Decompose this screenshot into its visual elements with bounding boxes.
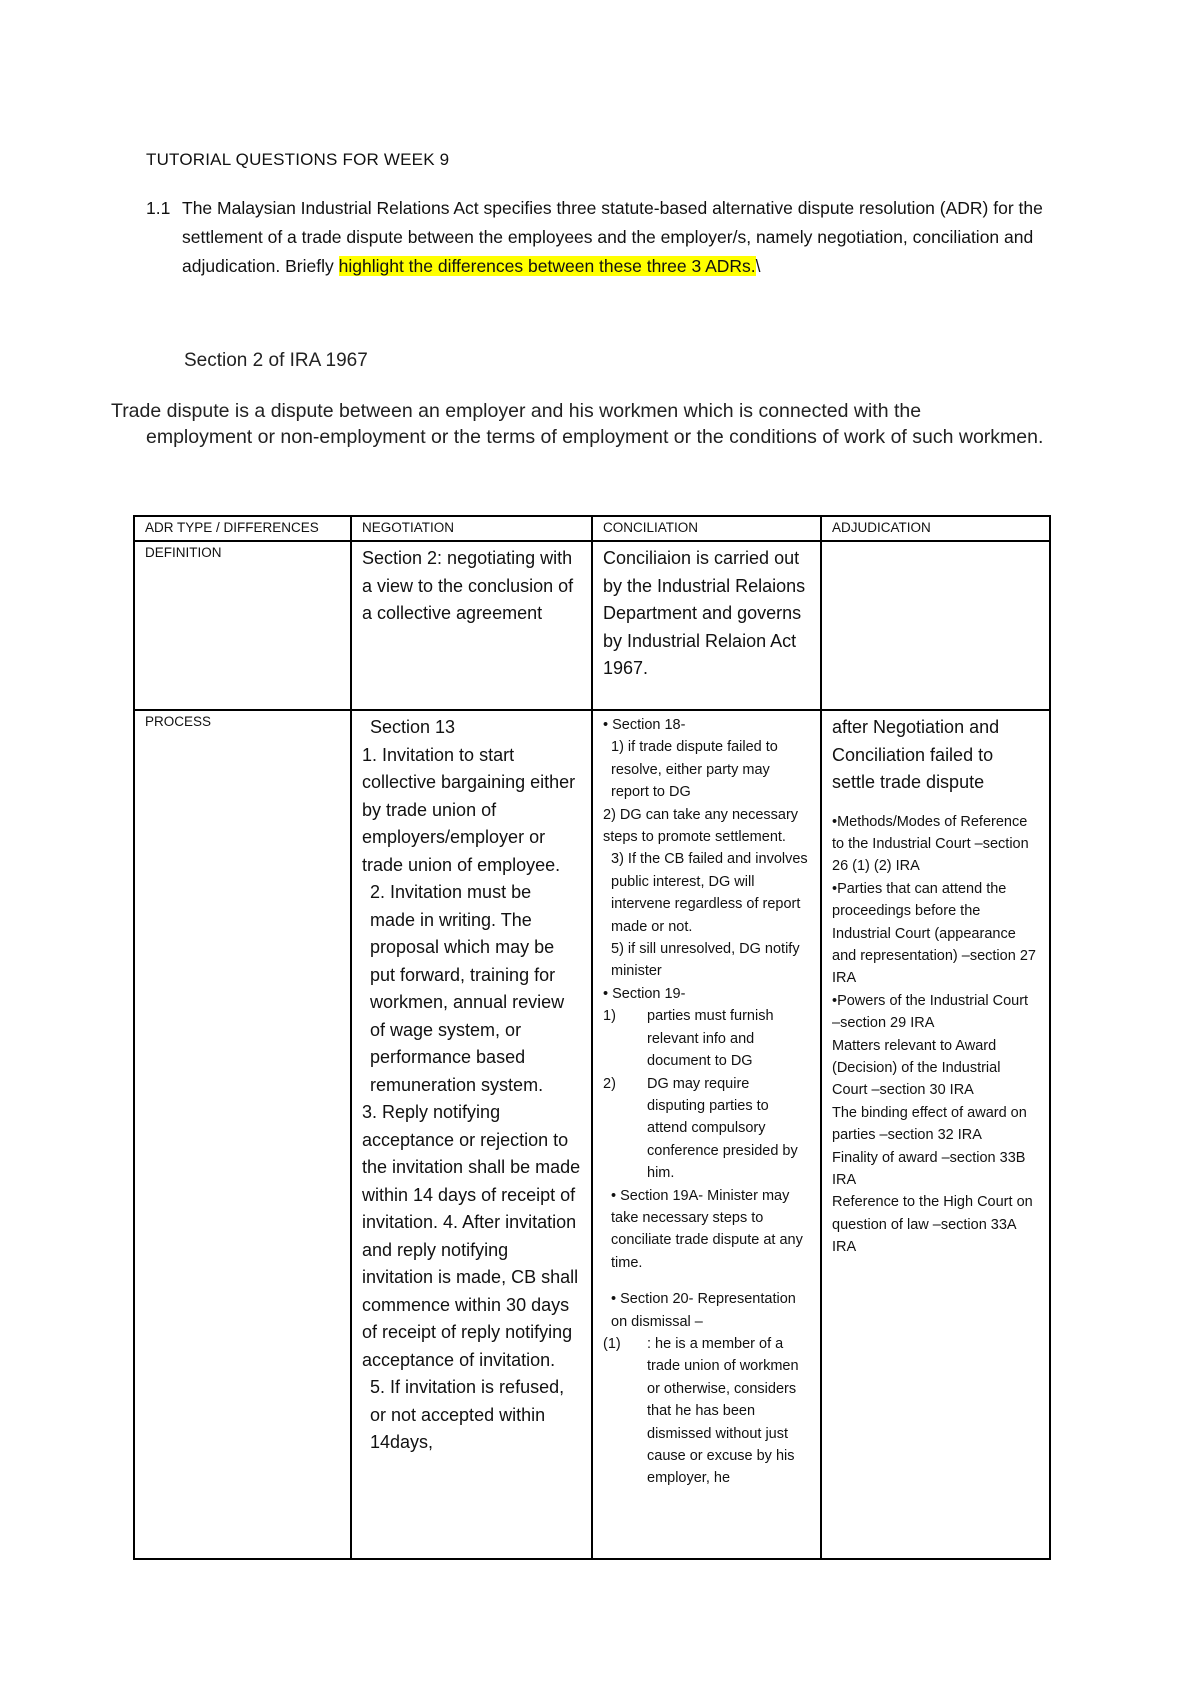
adjudication-item-2: •Parties that can attend the proceedings before the Industrial Court (appearance and representation) –section 27 IRA bbox=[832, 880, 1036, 987]
spacer bbox=[603, 1274, 810, 1288]
trade-dispute-rest: employment or non-employment or the terms of employment or the conditions of work of such workmen. bbox=[146, 426, 1044, 448]
row-label-process: PROCESS bbox=[134, 710, 351, 1559]
section-title: Section 2 of IRA 1967 bbox=[184, 350, 368, 371]
adjudication-item-3: •Powers of the Industrial Court –section 29 IRA bbox=[832, 992, 1029, 1032]
conciliation-18-item-2: 2) DG can take any necessary steps to promote settlement. bbox=[603, 806, 799, 846]
conciliation-19-item-1 bbox=[603, 1005, 810, 1072]
question-text-plain: The Malaysian Industrial Relations Act specifies three statute-based alternative dispute resolution (ADR) for the settlement of a trade dispute between the employees and the employer/s, namely negotiation, conciliation and adjudication. Briefly bbox=[182, 198, 1043, 276]
process-conciliation bbox=[592, 710, 821, 1559]
adjudication-item-5: The binding effect of award on parties –section 32 IRA bbox=[832, 1104, 1027, 1144]
negotiation-section-13: Section 13 bbox=[370, 717, 456, 737]
header-adr-type: ADR TYPE / DIFFERENCES bbox=[134, 516, 351, 541]
question-number: 1.1 bbox=[146, 198, 171, 218]
definition-negotiation: Section 2: negotiating with a view to the conclusion of a collective agreement bbox=[351, 541, 592, 710]
trade-dispute-first-line: Trade dispute is a dispute between an employer and his workmen which is connected with the bbox=[111, 400, 922, 422]
negotiation-step-5: 5. If invitation is refused, or not accepted within 14days, bbox=[370, 1377, 565, 1452]
header-adjudication: ADJUDICATION bbox=[821, 516, 1050, 541]
conciliation-18-item-3: 3) If the CB failed and involves public interest, DG will intervene regardless of report made or not. bbox=[611, 851, 808, 935]
conciliation-20-item-1-num: (1) bbox=[603, 1335, 621, 1352]
conciliation-19-item-2-num: 2) bbox=[603, 1075, 616, 1092]
header-negotiation: NEGOTIATION bbox=[351, 516, 592, 541]
conciliation-section-18: • Section 18- bbox=[603, 717, 686, 733]
conciliation-18-item-5: 5) if sill unresolved, DG notify minister bbox=[611, 941, 800, 980]
conciliation-section-19a: • Section 19A- Minister may take necessary steps to conciliate trade dispute at any time. bbox=[611, 1187, 803, 1271]
adjudication-intro: after Negotiation and Conciliation failed to settle trade dispute bbox=[832, 717, 1000, 792]
table-row-process bbox=[134, 710, 1050, 1559]
question-highlight: highlight the differences between these three 3 ADRs. bbox=[338, 256, 756, 276]
negotiation-step-2: 2. Invitation must be made in writing. The proposal which may be put forward, training for workmen, annual review of wage system, or performance based remuneration system. bbox=[370, 882, 565, 1095]
adjudication-item-6: Finality of award –section 33B IRA bbox=[832, 1149, 1026, 1188]
conciliation-19-item-1-num: 1) bbox=[603, 1008, 616, 1025]
conciliation-section-19: • Section 19- bbox=[603, 985, 686, 1002]
process-negotiation bbox=[351, 710, 592, 1559]
conciliation-20-item-1-text: : he is a member of a trade union of workmen or otherwise, considers that he has been dismissed without just cause or excuse by his employer, he bbox=[647, 1335, 799, 1487]
definition-conciliation: Conciliaion is carried out by the Industrial Relaions Department and governs by Industrial Relaion Act 1967. bbox=[592, 541, 821, 710]
adr-comparison-table bbox=[133, 515, 1051, 1560]
conciliation-20-item-1 bbox=[603, 1333, 810, 1490]
adjudication-item-4: Matters relevant to Award (Decision) of the Industrial Court –section 30 IRA bbox=[832, 1037, 1001, 1099]
process-adjudication bbox=[821, 710, 1050, 1559]
header-conciliation: CONCILIATION bbox=[592, 516, 821, 541]
question-1-1 bbox=[146, 194, 1046, 281]
page-heading: TUTORIAL QUESTIONS FOR WEEK 9 bbox=[146, 150, 450, 169]
adjudication-item-7: Reference to the High Court on question of law –section 33A IRA bbox=[832, 1194, 1033, 1256]
negotiation-step-3-4: 3. Reply notifying acceptance or rejection to the invitation shall be made within 14 days of receipt of invitation. 4. After invitation and reply notifying invitation is made, CB shall commence within 30 days of receipt of reply notifying acceptance of invitation. bbox=[362, 1102, 581, 1370]
conciliation-19-item-2-text: DG may require disputing parties to attend compulsory conference presided by him. bbox=[647, 1075, 798, 1182]
adjudication-item-1: •Methods/Modes of Reference to the Industrial Court –section 26 (1) (2) IRA bbox=[832, 813, 1029, 875]
table-row-definition bbox=[134, 541, 1050, 710]
question-text bbox=[182, 194, 1046, 281]
spacer bbox=[832, 797, 1039, 811]
definition-adjudication bbox=[821, 541, 1050, 710]
conciliation-18-item-1: 1) if trade dispute failed to resolve, either party may report to DG bbox=[611, 739, 778, 801]
conciliation-19-item-2 bbox=[603, 1073, 810, 1185]
row-label-definition: DEFINITION bbox=[134, 541, 351, 710]
negotiation-step-1: 1. Invitation to start collective bargaining either by trade union of employers/employer or trade union of employee. bbox=[362, 744, 576, 875]
conciliation-19-item-1-text: parties must furnish relevant info and document to DG bbox=[647, 1008, 774, 1070]
table-header-row bbox=[134, 516, 1050, 541]
trade-dispute-definition bbox=[111, 398, 1071, 450]
conciliation-section-20: • Section 20- Representation on dismissal – bbox=[611, 1291, 796, 1330]
question-tail: \ bbox=[755, 256, 761, 276]
